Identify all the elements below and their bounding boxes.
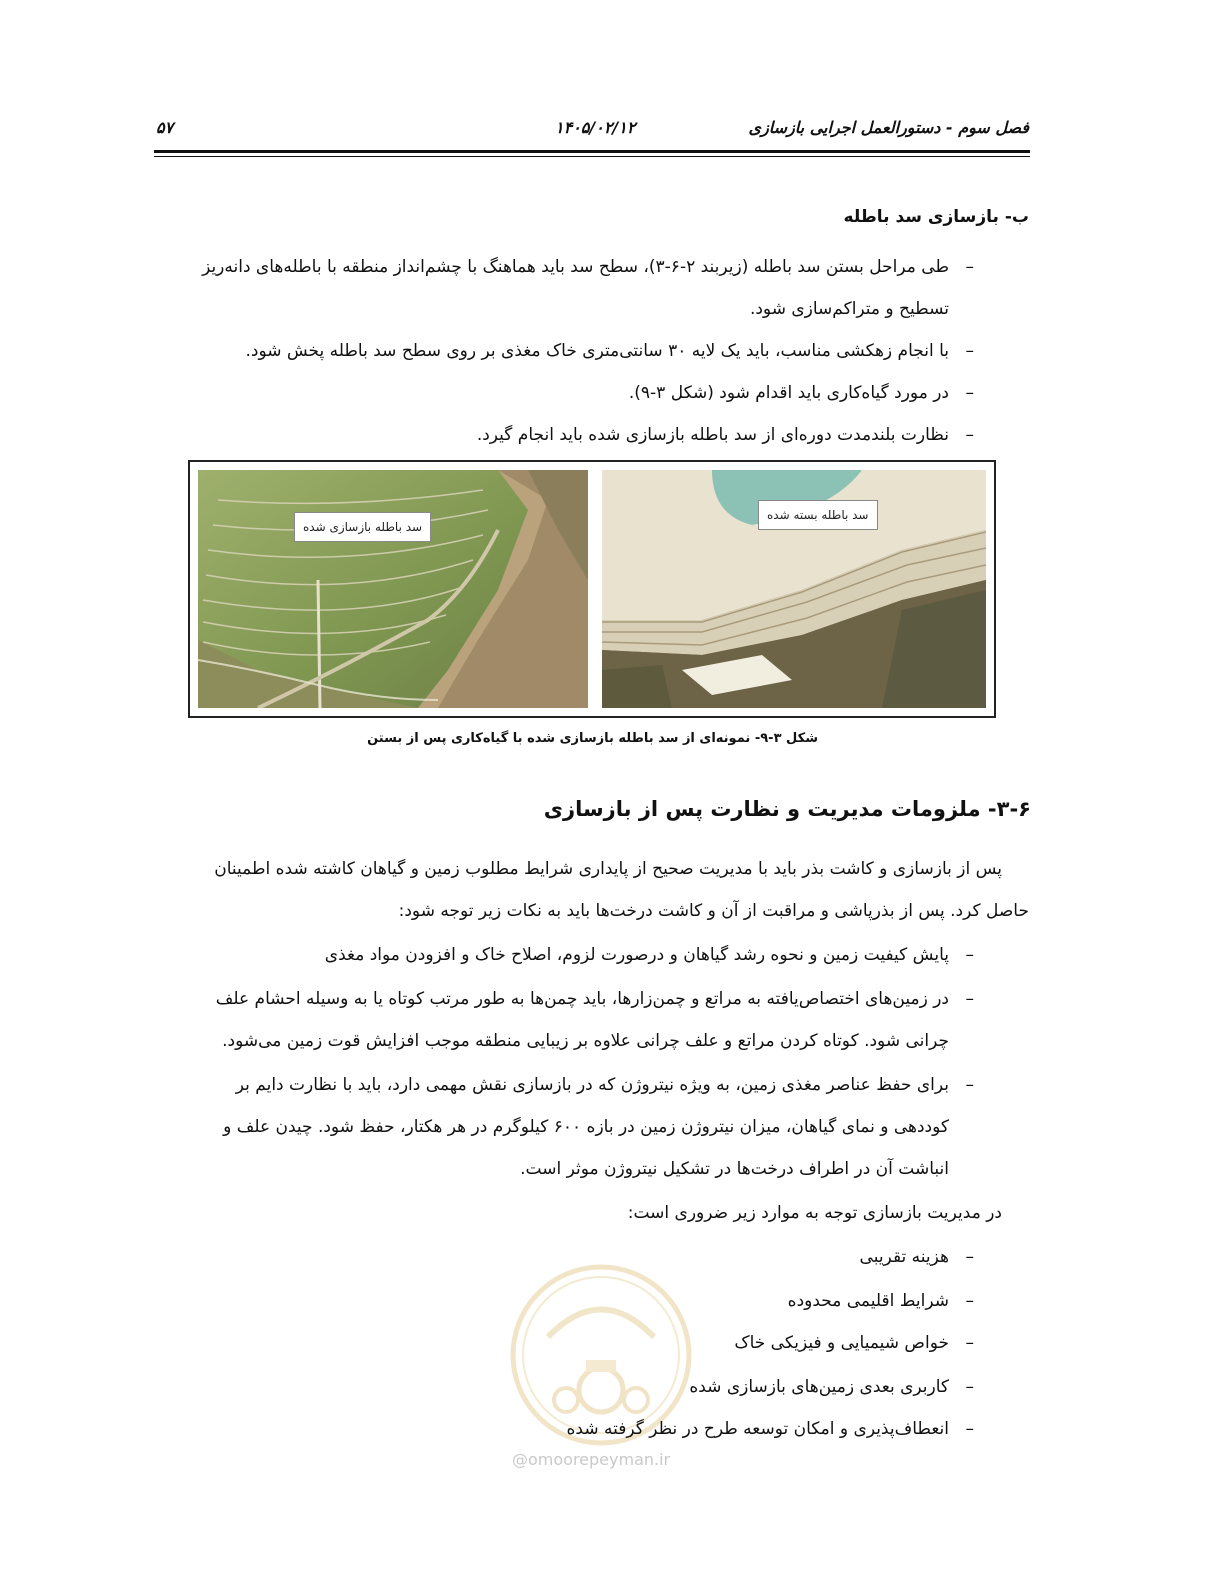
- subsection-bullet-4: نظارت بلندمدت دوره‌ای از سد باطله بازسازی شده باید انجام گیرد.: [476, 425, 949, 445]
- subsection-bullet-1-line-1: طی مراحل بستن سد باطله (زیربند ۲-۶-۳)، سطح سد باید هماهنگ با چشم‌انداز منطقه با باطله‌های دانه‌ریز: [202, 257, 949, 277]
- header-rule-thick: [154, 150, 1030, 153]
- bullet-dash: –: [965, 257, 974, 277]
- subsection-title: ب- بازسازی سد باطله: [843, 207, 1029, 227]
- section-title: ۳-۶- ملزومات مدیریت و نظارت پس از بازسازی: [543, 797, 1031, 821]
- photo-reclaimed-dam: [198, 470, 588, 708]
- section-bullet-2-line-2: چرانی شود. کوتاه کردن مراتع و علف چرانی علاوه بر زیبایی منطقه موجب افزایش قوت زمین می‌شود.: [222, 1031, 949, 1051]
- management-item-5: انعطاف‌پذیری و امکان توسعه طرح در نظر گرفته شده: [566, 1419, 949, 1439]
- photo-closed-dam: [602, 470, 986, 708]
- bullet-dash: –: [965, 1291, 974, 1311]
- bullet-dash: –: [965, 1075, 974, 1095]
- page-number: ۵۷: [156, 118, 174, 137]
- section-bullet-3-line-1: برای حفظ عناصر مغذی زمین، به ویژه نیتروژن که در بازسازی نقش مهمی دارد، باید با نظارت دایم بر: [235, 1075, 949, 1095]
- chapter-title: فصل سوم - دستورالعمل اجرایی بازسازی: [748, 118, 1029, 137]
- header-rule-thin: [154, 156, 1030, 157]
- management-item-1: هزینه تقریبی: [859, 1247, 949, 1267]
- bullet-dash: –: [965, 1419, 974, 1439]
- section-bullet-1: پایش کیفیت زمین و نحوه رشد گیاهان و درصورت لزوم، اصلاح خاک و افزودن مواد مغذی: [324, 945, 949, 965]
- bullet-dash: –: [965, 1247, 974, 1267]
- figure-label-closed: سد باطله بسته شده: [758, 500, 878, 530]
- section-intro-line-1: پس از بازسازی و کاشت بذر باید با مدیریت صحیح از پایداری شرایط مطلوب زمین و گیاهان کاشته شده اطمینان: [214, 859, 1002, 879]
- subsection-bullet-2: با انجام زهکشی مناسب، باید یک لایه ۳۰ سانتی‌متری خاک مغذی بر روی سطح سد باطله پخش شود.: [245, 341, 949, 361]
- section-bullet-3-line-3: انباشت آن در اطراف درخت‌ها در تشکیل نیتروژن موثر است.: [520, 1159, 949, 1179]
- bullet-dash: –: [965, 989, 974, 1009]
- section-bullet-3-line-2: کوددهی و نمای گیاهان، میزان نیتروژن زمین در بازه ۶۰۰ کیلوگرم در هر هکتار، حفظ شود. چیدن علف و: [223, 1117, 949, 1137]
- management-item-4: کاربری بعدی زمین‌های بازسازی شده: [689, 1377, 949, 1397]
- section-intro-line-2: حاصل کرد. پس از بذرپاشی و مراقبت از آن و کاشت درخت‌ها باید به نکات زیر توجه شود:: [398, 901, 1029, 921]
- subsection-bullet-1-line-2: تسطیح و متراکم‌سازی شود.: [749, 299, 949, 319]
- bullet-dash: –: [965, 341, 974, 361]
- figure-label-reclaimed: سد باطله بازسازی شده: [294, 512, 431, 542]
- watermark-url: @omoorepeyman.ir: [512, 1450, 671, 1469]
- bullet-dash: –: [965, 1333, 974, 1353]
- management-item-3: خواص شیمیایی و فیزیکی خاک: [734, 1333, 949, 1353]
- header-date: ۱۴۰۵/۰۲/۱۲: [555, 118, 636, 137]
- subsection-bullet-3: در مورد گیاه‌کاری باید اقدام شود (شکل ۳-۹).: [628, 383, 949, 403]
- bullet-dash: –: [965, 945, 974, 965]
- management-intro: در مدیریت بازسازی توجه به موارد زیر ضروری است:: [627, 1203, 1002, 1223]
- bullet-dash: –: [965, 1377, 974, 1397]
- figure-caption: شکل ۳-۹- نمونه‌ای از سد باطله بازسازی شده با گیاه‌کاری پس از بستن: [367, 731, 818, 746]
- figure-frame: [188, 460, 996, 718]
- bullet-dash: –: [965, 383, 974, 403]
- bullet-dash: –: [965, 425, 974, 445]
- management-item-2: شرایط اقلیمی محدوده: [787, 1291, 949, 1311]
- section-bullet-2-line-1: در زمین‌های اختصاص‌یافته به مراتع و چمن‌زارها، باید چمن‌ها به طور مرتب کوتاه یا به وسیله احشام علف: [215, 989, 949, 1009]
